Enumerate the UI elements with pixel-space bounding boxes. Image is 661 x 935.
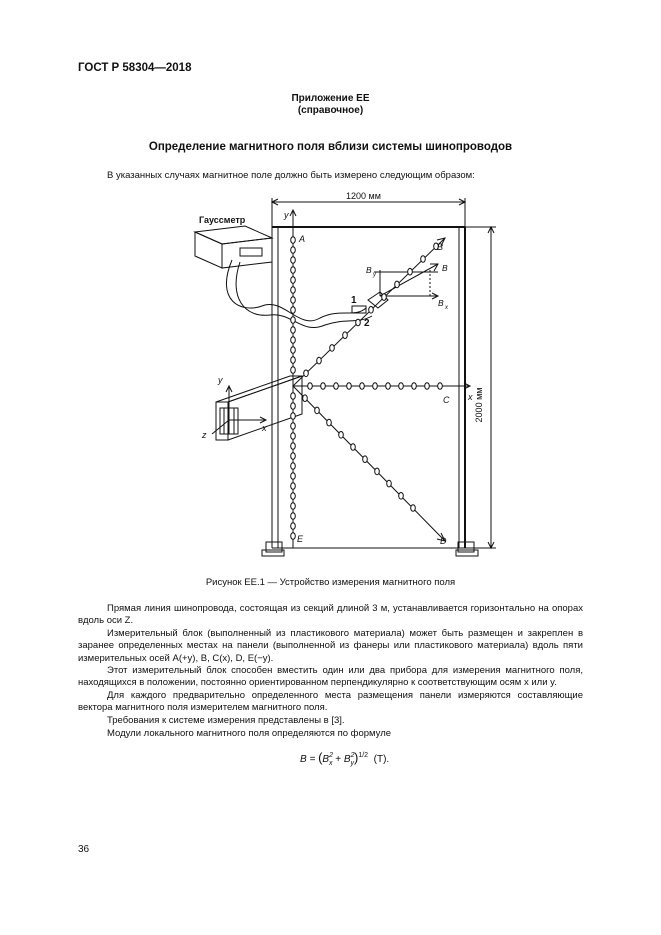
measurement-point [327,419,332,426]
measurement-point [291,403,296,410]
measurement-point [395,281,400,288]
measurement-point [291,443,296,450]
measurement-point [291,463,296,470]
measurement-point [412,383,417,390]
formula-plus: + [332,754,344,765]
measurement-point [369,307,374,314]
measurement-point [291,247,296,254]
point-c-label: C [443,395,450,405]
measurement-point [339,432,344,439]
point-a-label: A [299,234,306,244]
right-foot-base [456,550,478,556]
left-foot-base [262,550,284,556]
intro-text: В указанных случаях магнитное поле должно быть измерено следующим образом: [107,170,475,181]
paragraph-2: Измерительный блок (выполненный из пластикового материала) может быть размещен и закреплен в заранее определенных местах на панели (выполненной из фанеры или пластикового материала) вдоль пяти измерительных осей A(+y), B, C(x), D, E(−y). [78,628,583,664]
measurement-point [303,395,308,402]
measurement-point [308,383,313,390]
formula-b2: B [343,754,351,765]
measurement-point [373,383,378,390]
paragraph-1: Прямая линия шинопровода, состоящая из секций длиной 3 м, устанавливается горизонтально на опорах вдоль оси Z. [78,603,583,627]
measurement-point [363,456,368,463]
measurement-point [291,277,296,284]
figure-caption: Рисунок ЕЕ.1 — Устройство измерения магнитного поля [205,577,456,588]
y-axis-label: y [284,210,289,220]
width-label: 1200 мм [346,191,381,201]
b-vector-label: B [442,263,448,273]
appendix-subtitle: (справочное) [297,105,364,116]
measurement-point [291,367,296,374]
page-number: 36 [78,844,90,855]
measurement-point [291,513,296,520]
paragraph-4: Для каждого предварительно определенного места размещения панели измеряются составляющие вектора магнитного поля измерителем магнитного поля. [78,690,583,714]
measurement-point [304,370,309,377]
measurement-point [330,345,335,352]
measurement-point [411,505,416,512]
point-b-label: B [437,242,444,252]
bx-sub: x [445,305,448,311]
local-x-label: x [262,423,267,433]
measurement-point [291,297,296,304]
appendix-title: Приложение ЕЕ [291,93,370,104]
measurement-points [291,237,443,540]
measurement-point [421,256,426,263]
height-label: 2000 мм [474,387,484,423]
gaussmeter-side [195,232,222,268]
paragraph-3: Этот измерительный блок способен вместить один или два прибора для измерения магнитного поля, находящихся в положении, постоянно ориентированном перпендикулярно к соответствующим осям x или y. [78,665,583,689]
measurement-point [343,332,348,339]
measurement-point [291,327,296,334]
standard-header: ГОСТ Р 58304—2018 [78,62,192,74]
x-axis-label: x [468,392,473,402]
paragraph-5: Требования к системе измерения представлены в [3]. [107,715,345,726]
cable-1 [226,260,366,321]
gaussmeter-label: Гауссметр [199,215,246,225]
gaussmeter-top [195,226,272,244]
measurement-point [291,413,296,420]
measurement-point [438,383,443,390]
measurement-point [291,423,296,430]
by-label: B [366,265,372,275]
measurement-point [291,453,296,460]
local-y-label: y [218,375,223,385]
measurement-point [291,317,296,324]
formula-unit: (Т). [373,754,390,765]
paragraph-6: Модули локального магнитного поля определяются по формуле [107,728,392,739]
measurement-point [334,383,339,390]
by-sub: y [373,272,376,278]
measurement-point [291,533,296,540]
gaussmeter-display [240,248,262,256]
measurement-point [317,357,322,364]
formula-exp: 1/2 [358,752,369,759]
measurement-point [291,503,296,510]
formula [300,750,389,765]
measurement-point [291,433,296,440]
measurement-point [291,267,296,274]
formula-open: ( [318,750,323,765]
formula-s2: 2 [350,752,355,759]
measurement-point [387,480,392,487]
measurement-point [291,287,296,294]
formula-i2: y [350,760,354,767]
measurement-point [386,383,391,390]
measurement-point [399,383,404,390]
measurement-point [399,493,404,500]
measurement-point [291,347,296,354]
measurement-point [291,473,296,480]
measurement-point [291,257,296,264]
measurement-point [291,483,296,490]
measurement-point [408,268,413,275]
section-title: Определение магнитного поля вблизи системы шинопроводов [148,141,513,153]
measurement-point [291,307,296,314]
measurement-point [315,407,320,414]
measurement-point [291,357,296,364]
measurement-point [347,383,352,390]
measurement-point [291,237,296,244]
measurement-point [291,493,296,500]
point-e-label: E [297,534,304,544]
probe-1-label: 1 [351,295,357,306]
measurement-point [425,383,430,390]
local-z-label: z [202,430,207,440]
measurement-point [351,444,356,451]
measurement-point [382,294,387,301]
formula-close: ) [353,750,359,765]
measurement-point [356,319,361,326]
measurement-point [375,468,380,475]
formula-b1: B [322,754,330,765]
measurement-point [291,337,296,344]
measurement-point [291,393,296,400]
probe-2-label: 2 [364,318,370,329]
formula-lhs: B = [300,754,319,765]
gaussmeter-front [222,238,272,268]
measurement-point [291,523,296,530]
formula-s1: 2 [329,752,333,759]
point-d-label: D [440,536,447,546]
measurement-point [360,383,365,390]
formula-i1: x [329,760,333,767]
measurement-point [321,383,326,390]
bx-label: B [438,298,444,308]
